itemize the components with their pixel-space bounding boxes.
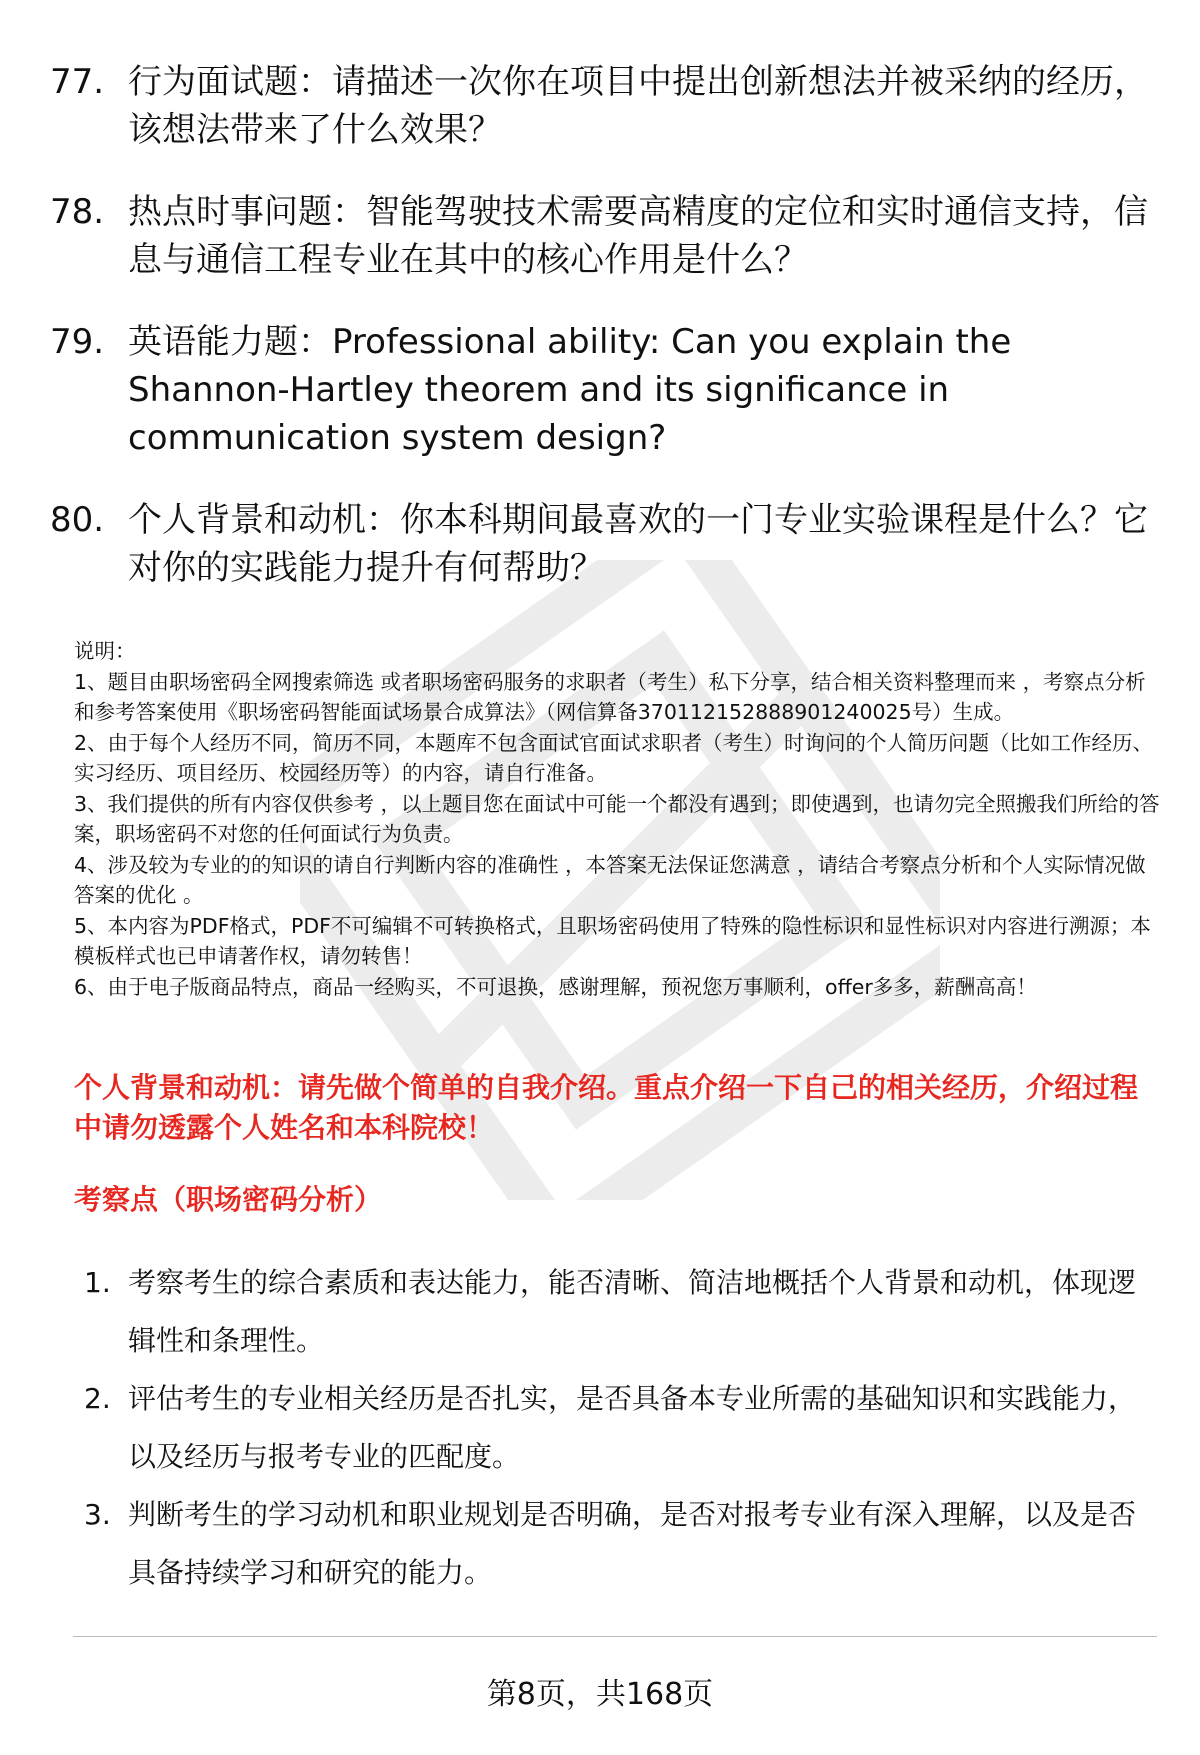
analysis-heading: 考察点（职场密码分析） bbox=[74, 1183, 383, 1216]
current-question-heading: 个人背景和动机：请先做个简单的自我介绍。重点介绍一下自己的相关经历，介绍过程中请勿透露个人姓名和本科院校！ bbox=[74, 1071, 1139, 1144]
note-item: 2、由于每个人经历不同，简历不同，本题库不包含面试官面试求职者（考生）时询问的个人简历问题（比如工作经历、实习经历、项目经历、校园经历等）的内容，请自行准备。 bbox=[74, 730, 1154, 785]
notes-title: 说明： bbox=[74, 639, 136, 663]
note-item: 5、本内容为PDF格式，PDF不可编辑不可转换格式，且职场密码使用了特殊的隐性标识和显性标识对内容进行溯源；本模板样式也已申请著作权，请勿转售！ bbox=[74, 913, 1151, 968]
note-item: 4、涉及较为专业的的知识的请自行判断内容的准确性 ，本答案无法保证您满意 ，请结合考察点分析和个人实际情况做答案的优化 。 bbox=[74, 852, 1146, 907]
question-number: 77. bbox=[50, 62, 105, 102]
note-item: 1、题目由职场密码全网搜索筛选 或者职场密码服务的求职者（考生）私下分享，结合相关资料整理而来 ，考察点分析和参考答案使用《职场密码智能面试场景合成算法》（网信算备370112152888901240025号）生成。 bbox=[74, 669, 1146, 724]
question-item bbox=[50, 318, 1160, 462]
analysis-point-number: 1. bbox=[84, 1266, 111, 1299]
question-number: 79. bbox=[50, 322, 105, 362]
analysis-point-text: 考察考生的综合素质和表达能力，能否清晰、简洁地概括个人背景和动机，体现逻辑性和条理性。 bbox=[128, 1266, 1137, 1357]
analysis-point-number: 2. bbox=[84, 1382, 111, 1415]
question-text: 个人背景和动机：你本科期间最喜欢的一门专业实验课程是什么？它对你的实践能力提升有何帮助？ bbox=[128, 500, 1148, 588]
footer-divider bbox=[73, 1636, 1157, 1637]
question-item bbox=[50, 496, 1160, 592]
analysis-point bbox=[84, 1486, 1154, 1602]
question-text: 行为面试题：请描述一次你在项目中提出创新想法并被采纳的经历，该想法带来了什么效果？ bbox=[128, 62, 1148, 150]
analysis-point bbox=[84, 1254, 1154, 1370]
analysis-point-number: 3. bbox=[84, 1498, 111, 1531]
page-number: 第8页，共168页 bbox=[486, 1677, 714, 1712]
question-text: 热点时事问题：智能驾驶技术需要高精度的定位和实时通信支持，信息与通信工程专业在其中的核心作用是什么？ bbox=[128, 192, 1148, 280]
analysis-point-list bbox=[84, 1254, 1154, 1602]
question-number: 80. bbox=[50, 500, 105, 540]
question-number: 78. bbox=[50, 192, 105, 232]
analysis-point bbox=[84, 1370, 1154, 1486]
note-item: 6、由于电子版商品特点，商品一经购买，不可退换，感谢理解，预祝您万事顺利，offer多多，薪酬高高！ bbox=[74, 974, 1037, 999]
question-item bbox=[50, 188, 1160, 284]
question-text: 英语能力题：Professional ability: Can you explain the Shannon-Hartley theorem and its significance in communication system design? bbox=[128, 322, 1012, 458]
analysis-point-text: 评估考生的专业相关经历是否扎实，是否具备本专业所需的基础知识和实践能力，以及经历与报考专业的匹配度。 bbox=[128, 1382, 1137, 1473]
analysis-point-text: 判断考生的学习动机和职业规划是否明确，是否对报考专业有深入理解，以及是否具备持续学习和研究的能力。 bbox=[128, 1498, 1137, 1589]
note-item: 3、我们提供的所有内容仅供参考 ，以上题目您在面试中可能一个都没有遇到；即使遇到，也请勿完全照搬我们所给的答案，职场密码不对您的任何面试行为负责。 bbox=[74, 791, 1160, 846]
question-item bbox=[50, 58, 1160, 154]
notes-section bbox=[74, 636, 1164, 1002]
question-list bbox=[50, 58, 1160, 626]
